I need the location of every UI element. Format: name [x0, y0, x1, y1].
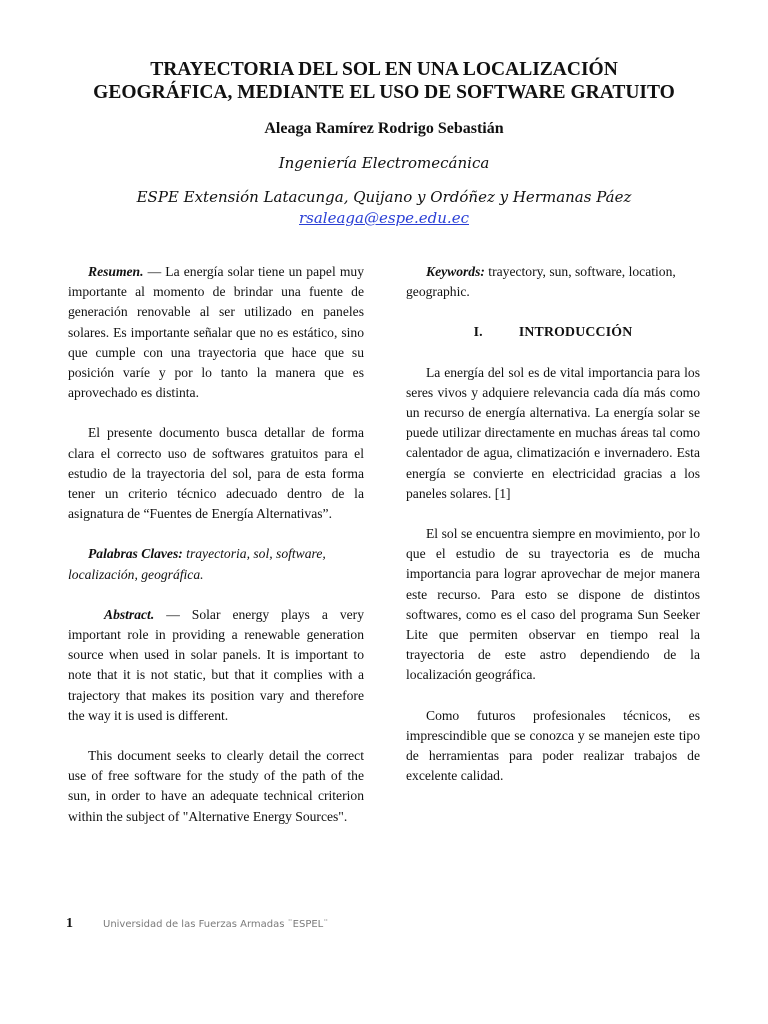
intro-paragraph-1: La energía del sol es de vital importancia para los seres vivos y adquiere relevancia cada día más como un recurso de energía alternativa. La energía solar se puede utilizar directamente en muchas áreas tal como calentador de agua, climatización e invernadero. Esta energía se convierte en electricidad gracias a los paneles solares. [1]	[406, 364, 700, 501]
abstract-label: Abstract.	[104, 606, 155, 622]
department: Ingeniería Electromecánica	[278, 154, 490, 172]
title-line-2: GEOGRÁFICA, MEDIANTE EL USO DE SOFTWARE GRATUITO	[93, 82, 675, 103]
resumen-paragraph-2: El presente documento busca detallar de forma clara el correcto uso de softwares gratuitos para el estudio de la trayectoria del sol, para de esta forma tener un criterio técnico adecuado dentro de la asignatura de “Fuentes de Energía Alternativas”.	[68, 425, 364, 522]
resumen-text: — La energía solar tiene un papel muy importante al momento de brindar una fuente de generación renovable al ser utilizado en paneles solares. Es importante señalar que no es estático, sino que cumple con una trayectoria que hace que su posición varíe y por lo tanto la manera que es aprovechado es distinta.	[68, 264, 364, 401]
palabras-text: trayectoria, sol, software, localización, geográfica.	[68, 546, 326, 582]
resumen-label: Resumen.	[88, 264, 144, 279]
footer-university: Universidad de las Fuerzas Armadas ¨ESPEL¨	[103, 919, 329, 930]
email-link[interactable]: rsaleaga@espe.edu.ec	[299, 209, 469, 227]
right-column	[406, 262, 700, 806]
paper-title	[60, 58, 708, 104]
page-number: 1	[66, 916, 73, 931]
intro-paragraph-3: Como futuros profesionales técnicos, es imprescindible que se conozca y se manejen este tipo de herramientas para poder realizar trabajos de excelente calidad.	[406, 707, 700, 784]
author-name: Aleaga Ramírez Rodrigo Sebastián	[264, 120, 504, 137]
section-heading-introduccion	[406, 322, 700, 342]
keywords-text: trayectory, sun, software, location, geographic.	[406, 264, 676, 300]
section-number: I.	[473, 324, 483, 340]
keywords-label: Keywords:	[426, 264, 485, 279]
abstract-paragraph-2: This document seeks to clearly detail the correct use of free software for the study of the path of the sun, in order to have an adequate technical criterion within the subject of "Alternative Energy Sources".	[68, 748, 364, 824]
page-footer	[66, 916, 666, 932]
palabras-claves	[68, 544, 364, 584]
intro-paragraph-2: El sol se encuentra siempre en movimiento, por lo que el estudio de su trayectoria es de mucha importancia para lograr aprovechar de mejor manera este recurso. Para esto se dispone de distintos softwares, como es el caso del programa Sun Seeker Lite que permiten observar en tiempo real la trayectoria de este astro dependiendo de la localización geográfica.	[406, 526, 700, 683]
abstract-text: — Solar energy plays a very important role in providing a renewable generation source when used in solar panels. It is important to note that it is not static, but that it complies with a trajectory that makes its position vary and therefore the way it is used is different.	[68, 606, 364, 723]
palabras-label: Palabras Claves:	[88, 546, 183, 562]
keywords	[406, 262, 700, 302]
left-column	[68, 262, 364, 847]
email-line	[60, 209, 708, 227]
abstract-paragraph	[68, 605, 364, 726]
institution: ESPE Extensión Latacunga, Quijano y Ordóñez y Hermanas Páez	[136, 188, 632, 206]
title-line-1: TRAYECTORIA DEL SOL EN UNA LOCALIZACIÓN	[150, 59, 618, 80]
resumen-paragraph	[68, 262, 364, 403]
section-title: INTRODUCCIÓN	[518, 324, 633, 340]
